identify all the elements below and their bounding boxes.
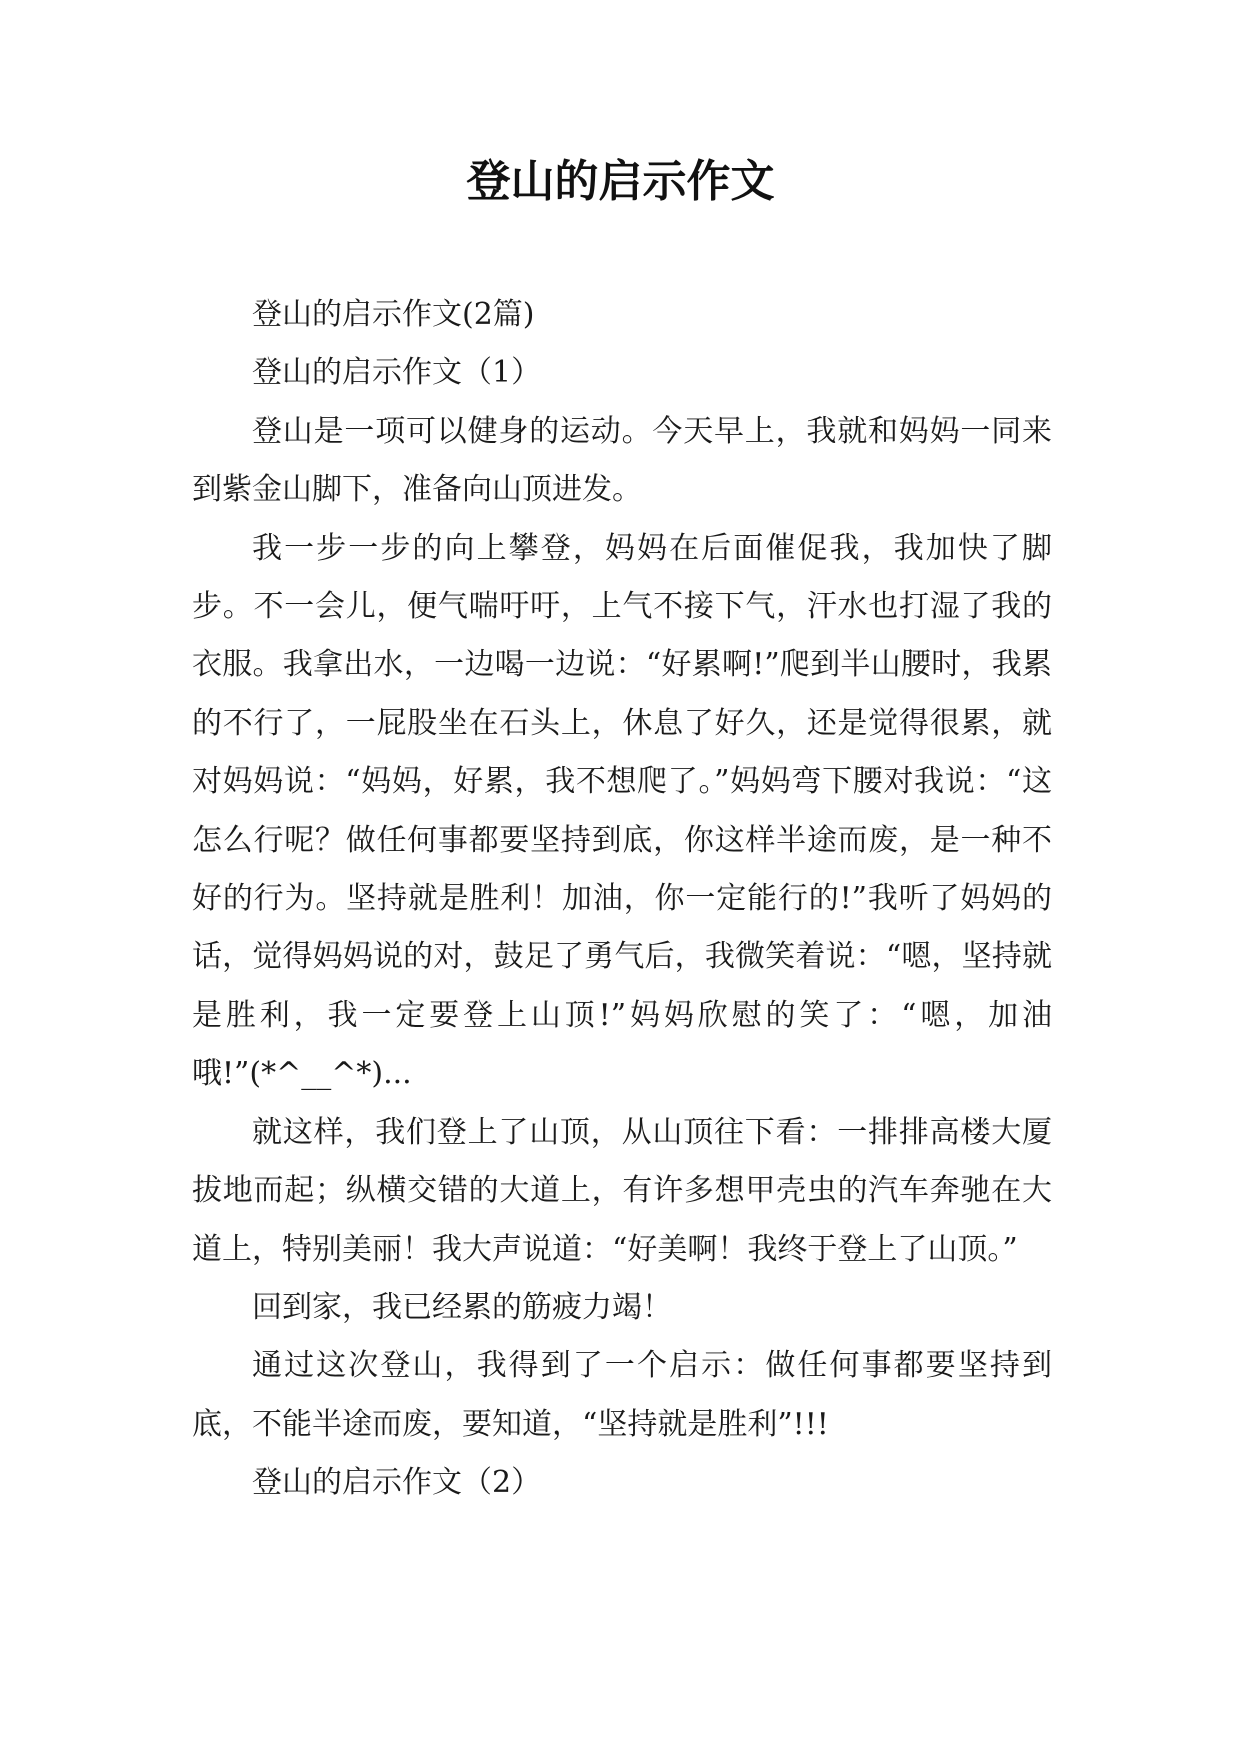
paragraph: 就这样，我们登上了山顶，从山顶往下看：一排排高楼大厦拔地而起；纵横交错的大道上，有许多想甲壳虫的汽车奔驰在大道上，特别美丽！我大声说道：“好美啊！我终于登上了山顶。” [192,1114,1052,1267]
paragraph-heading-main: 登山的启示作文(2篇) [252,297,535,332]
paragraph: 我一步一步的向上攀登，妈妈在后面催促我，我加快了脚步。不一会儿，便气喘吁吁，上气不接下气，汗水也打湿了我的衣服。我拿出水，一边喝一边说：“好累啊!”爬到半山腰时，我累的不行了，一屁股坐在石头上，休息了好久，还是觉得很累，就对妈妈说：“妈妈，好累，我不想爬了。”妈妈弯下腰对我说：“这怎么行呢？做任何事都要坚持到底，你这样半途而废，是一种不好的行为。坚持就是胜利！加油，你一定能行的!”我听了妈妈的话，觉得妈妈说的对，鼓足了勇气后，我微笑着说：“嗯，坚持就是胜利，我一定要登上山顶!”妈妈欣慰的笑了：“嗯，加油哦!”(*^__^*)... [192,530,1052,1092]
document-title: 登山的启示作文 [466,156,775,207]
paragraph-heading-part1: 登山的启示作文（1） [252,355,542,391]
document-body [192,286,1052,1513]
paragraph: 登山是一项可以健身的运动。今天早上，我就和妈妈一同来到紫金山脚下，准备向山顶进发。 [192,413,1052,508]
paragraph: 回到家，我已经累的筋疲力竭！ [252,1289,672,1325]
paragraph: 通过这次登山，我得到了一个启示：做任何事都要坚持到底，不能半途而废，要知道，“坚持就是胜利”!!! [192,1348,1052,1442]
paragraph-heading-part2: 登山的启示作文（2） [252,1465,542,1501]
